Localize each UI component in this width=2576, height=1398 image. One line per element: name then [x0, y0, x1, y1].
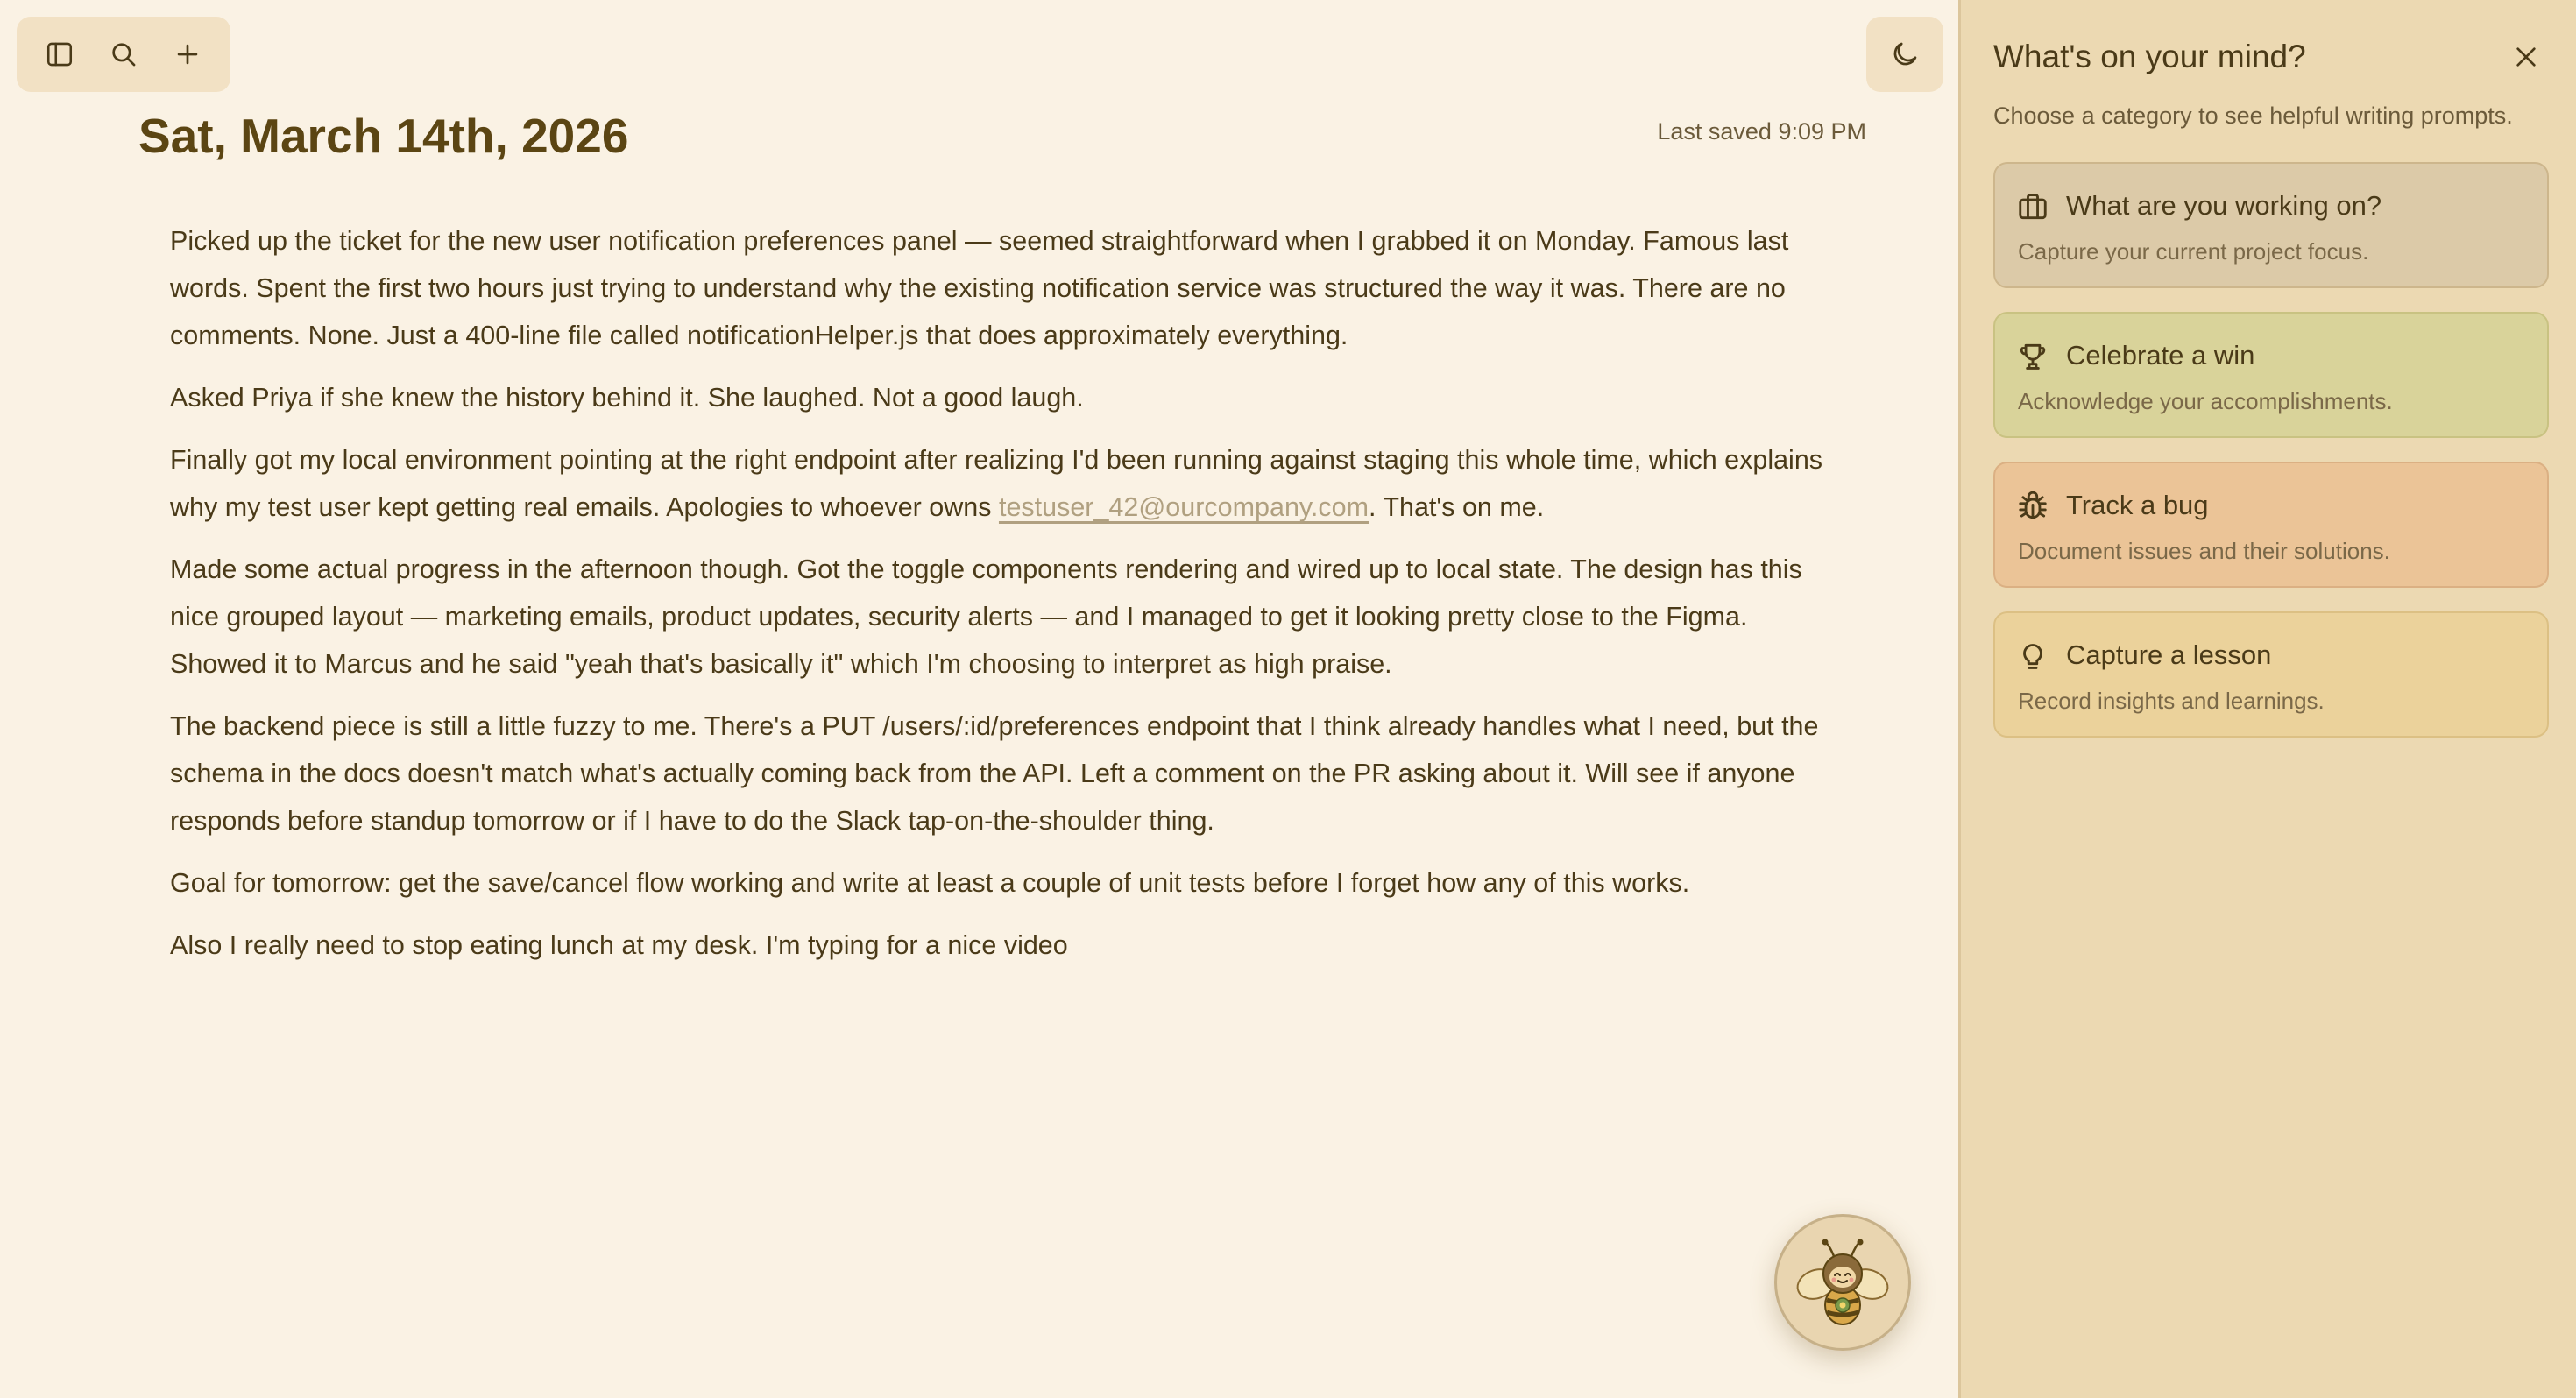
- card-title: What are you working on?: [2066, 190, 2382, 221]
- card-title: Capture a lesson: [2066, 639, 2272, 670]
- close-icon: [2512, 43, 2540, 71]
- last-saved-status: Last saved 9:09 PM: [1657, 118, 1866, 145]
- prompt-category-list: [1993, 162, 2549, 761]
- card-description: Document issues and their solutions.: [2018, 538, 2390, 564]
- entry-text: Finally got my local environment pointing at the right endpoint after realizing I'd been running against staging this whole time, which explains why my test user kept getting real emails. Apologies to whoever owns: [170, 445, 1823, 522]
- briefcase-icon: [2016, 190, 2049, 223]
- search-button[interactable]: [97, 28, 150, 81]
- card-description: Acknowledge your accomplishments.: [2018, 388, 2393, 414]
- email-link[interactable]: testuser_42@ourcompany.com: [998, 492, 1369, 522]
- panel-title: What's on your mind?: [1993, 39, 2306, 74]
- entry-paragraph[interactable]: Picked up the ticket for the new user notification preferences panel — seemed straightforward when I grabbed it on Monday. Famous last words. Spent the first two hours just trying to understand why the existing notification service was structured the way it was. There are no comments. None. Just a 400-line file called notificationHelper.js that does approximately everything.: [170, 226, 1789, 350]
- entry-date-title: Sat, March 14th, 2026: [138, 109, 629, 163]
- entry-paragraph[interactable]: Also I really need to stop eating lunch at my desk. I'm typing for a nice video: [170, 930, 1068, 960]
- assistant-button[interactable]: [1774, 1214, 1911, 1351]
- plus-icon: [173, 39, 202, 69]
- card-description: Capture your current project focus.: [2018, 238, 2369, 265]
- panel-subtitle: Choose a category to see helpful writing prompts.: [1993, 102, 2513, 129]
- category-card-capture-lesson[interactable]: [1993, 611, 2549, 738]
- card-title: Celebrate a win: [2066, 340, 2255, 371]
- entry-text: . That's on me.: [1368, 492, 1545, 522]
- prompts-panel: [1958, 0, 2576, 1398]
- search-icon: [109, 39, 138, 69]
- trophy-icon: [2016, 340, 2049, 373]
- entry-paragraph[interactable]: The backend piece is still a little fuzzy to me. There's a PUT /users/:id/preferences endpoint that I think already handles what I need, but the schema in the docs doesn't match what's actually coming back from the API. Left a comment on the PR asking about it. Will see if anyone responds before standup tomorrow or if I have to do the Slack tap-on-the-shoulder thing.: [170, 711, 1819, 836]
- moon-icon: [1889, 39, 1921, 70]
- entry-paragraph[interactable]: Goal for tomorrow: get the save/cancel flow working and write at least a couple of unit tests before I forget how any of this works.: [170, 868, 1690, 898]
- entry-paragraph[interactable]: Asked Priya if she knew the history behind it. She laughed. Not a good laugh.: [170, 383, 1084, 413]
- new-entry-button[interactable]: [161, 28, 214, 81]
- entry-editor[interactable]: [170, 217, 1835, 984]
- theme-toggle-button[interactable]: [1866, 17, 1943, 92]
- entry-paragraph[interactable]: Made some actual progress in the afternoon though. Got the toggle components rendering and wired up to local state. The design has this nice grouped layout — marketing emails, product updates, security alerts — and I managed to get it looking pretty close to the Figma. Showed it to Marcus and he said "yeah that's basically it" which I'm choosing to interpret as high praise.: [170, 554, 1802, 679]
- category-card-track-bug[interactable]: [1993, 462, 2549, 588]
- entry-paragraph[interactable]: [170, 436, 1835, 531]
- card-description: Record insights and learnings.: [2018, 688, 2325, 714]
- category-card-celebrate-win[interactable]: [1993, 312, 2549, 438]
- bee-mascot-icon: [1790, 1230, 1895, 1335]
- sidebar-toggle-icon: [45, 39, 74, 69]
- toolbar: [17, 17, 230, 92]
- bug-icon: [2016, 490, 2049, 523]
- lightbulb-icon: [2016, 639, 2049, 673]
- category-card-working-on[interactable]: [1993, 162, 2549, 288]
- card-title: Track a bug: [2066, 490, 2209, 520]
- sidebar-toggle-button[interactable]: [33, 28, 86, 81]
- close-panel-button[interactable]: [2504, 35, 2548, 79]
